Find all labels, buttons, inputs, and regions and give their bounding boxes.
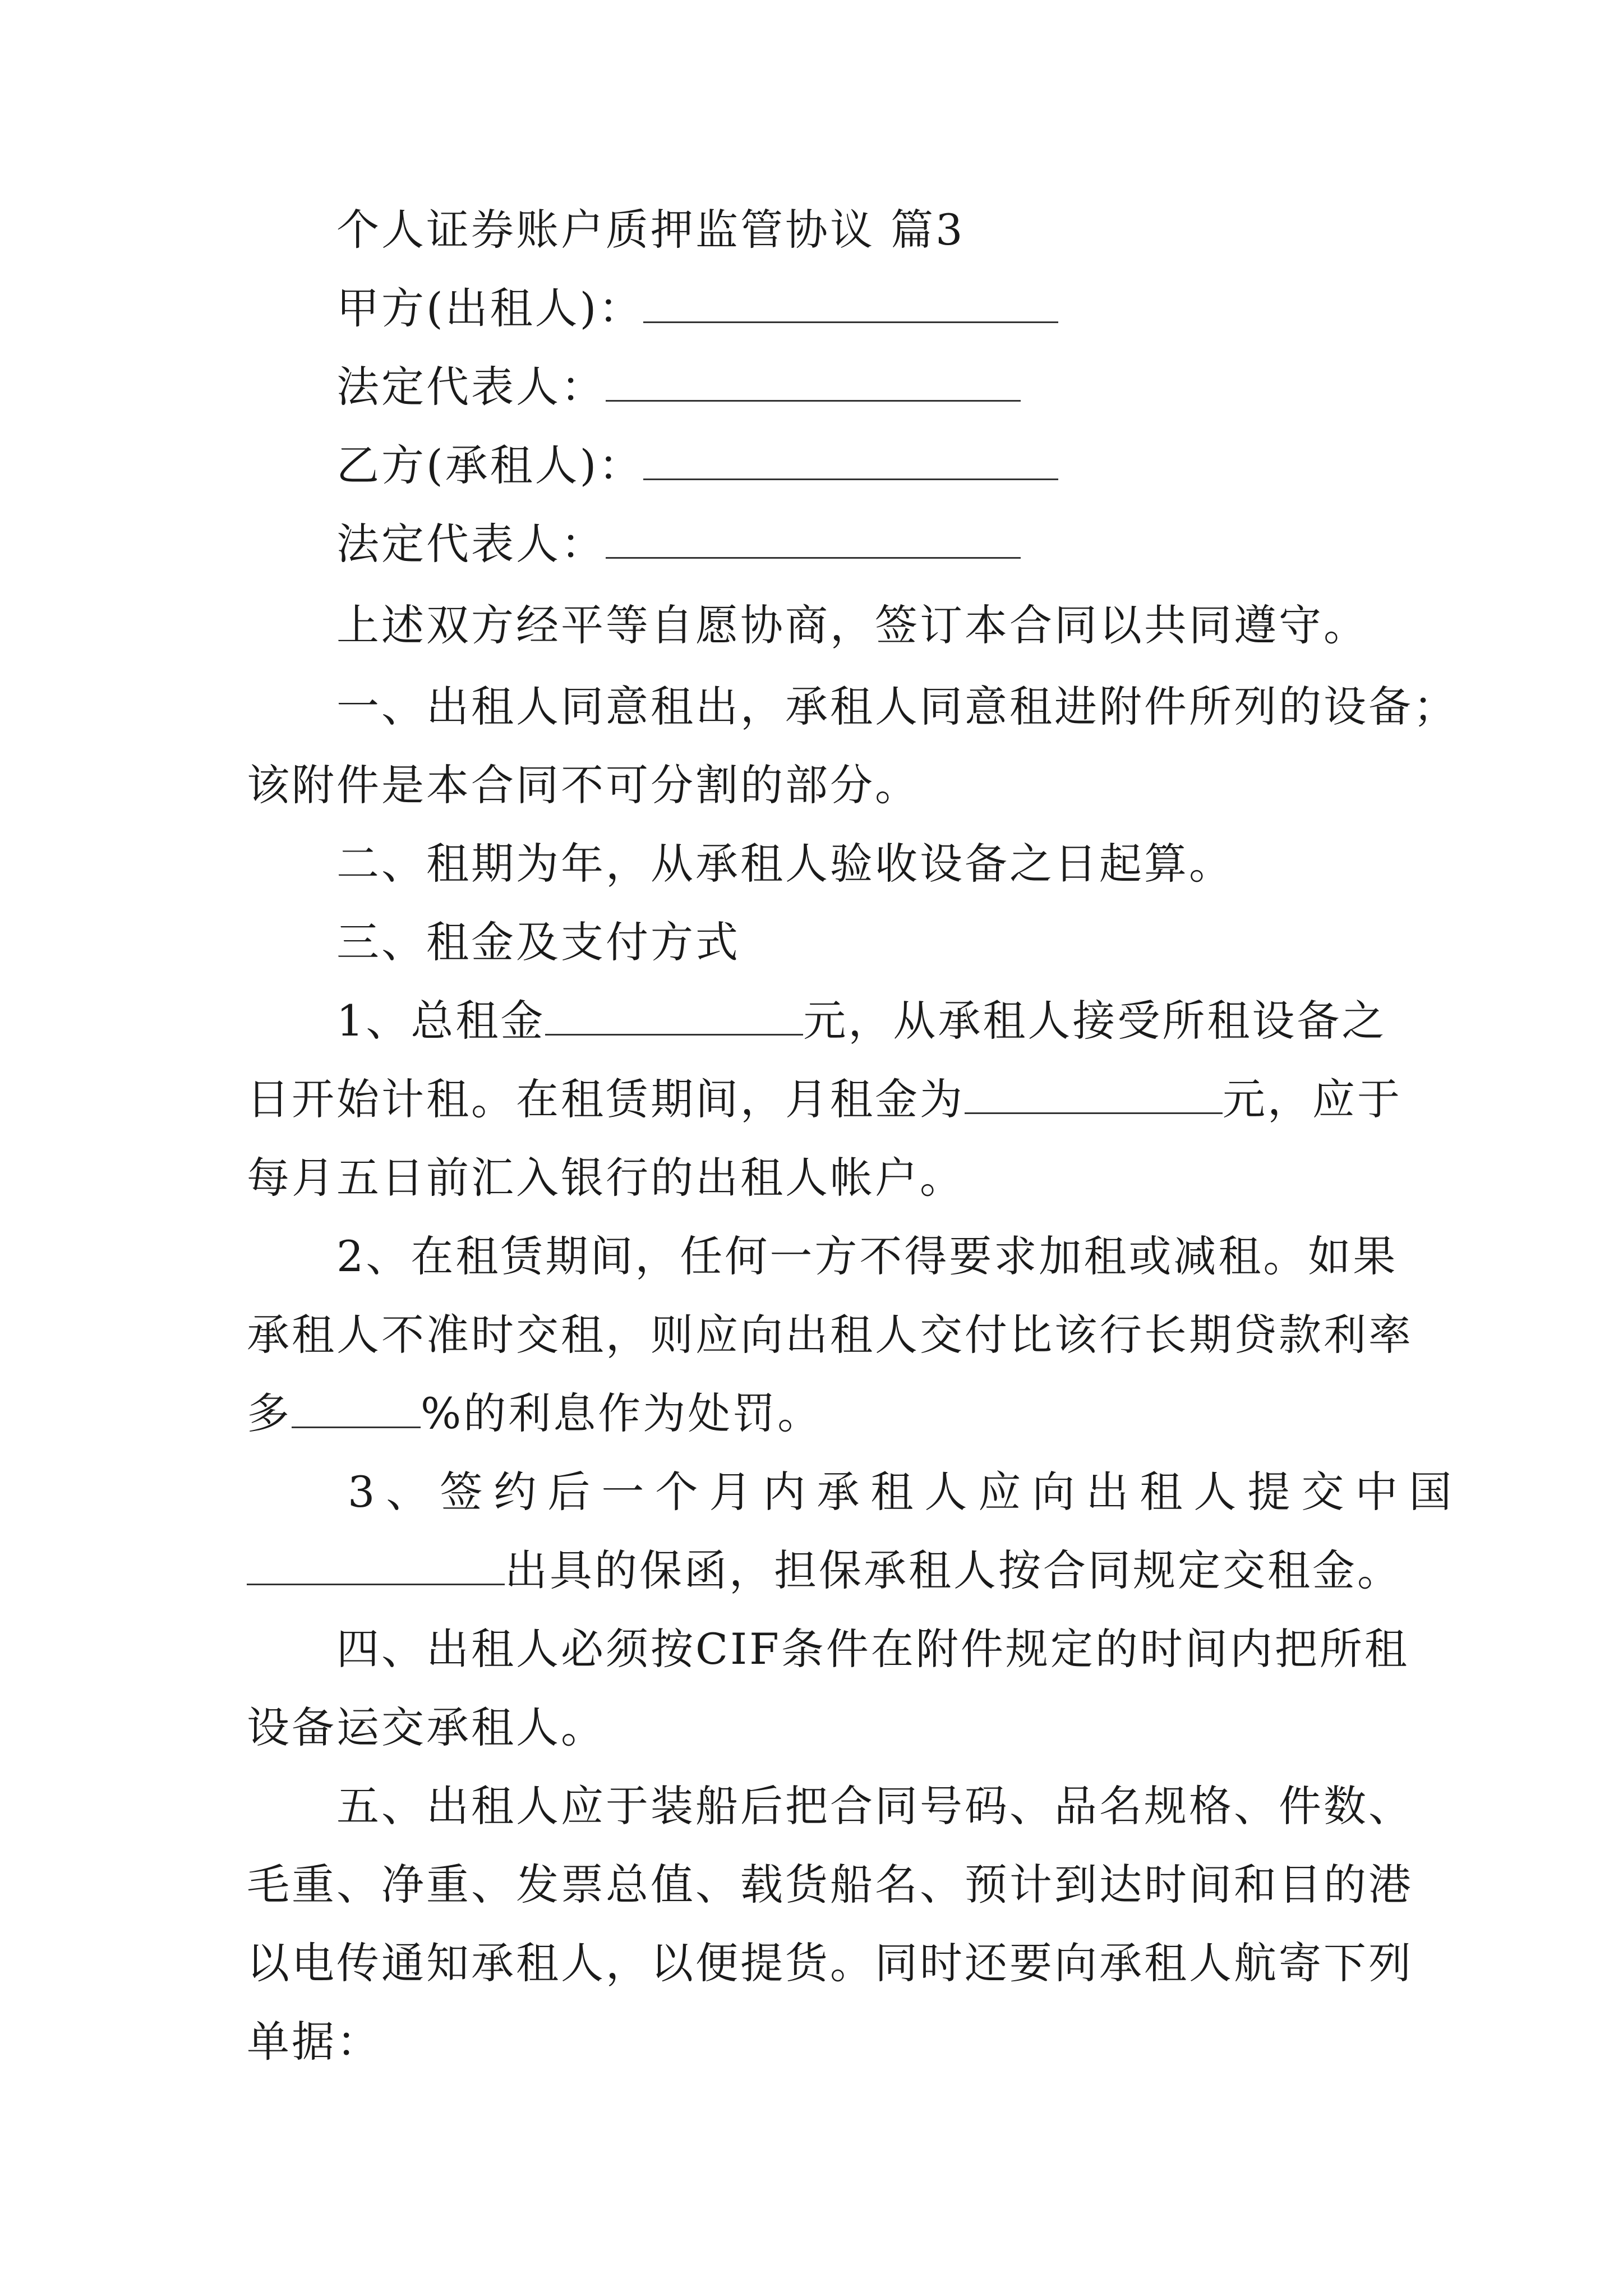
clause-4-line-1: 四、出租人必须按CIF条件在附件规定的时间内把所租 xyxy=(336,1624,1409,1674)
clause-5-line-2: 毛重、净重、发票总值、载货船名、预计到达时间和目的港 xyxy=(247,1860,1413,1910)
clause-3-2-line-3: 多 %的利息作为处罚。 xyxy=(247,1388,823,1438)
party-a-rep-line: 法定代表人： xyxy=(336,359,1021,415)
clause-3-1-line-3: 每月五日前汇入银行的出租人帐户。 xyxy=(247,1153,965,1203)
clause-3-2-line-2: 承租人不准时交租，则应向出租人交付比该行长期贷款利率 xyxy=(247,1310,1413,1360)
clause-1-line-1: 一、出租人同意租出，承租人同意租进附件所列的设备； xyxy=(336,682,1458,731)
party-b-rep-line: 法定代表人： xyxy=(336,516,1021,572)
clause-5-line-4: 单据： xyxy=(247,2017,381,2067)
clause-2: 二、租期为年，从承租人验收设备之日起算。 xyxy=(336,839,1234,889)
penalty-rate-blank xyxy=(292,1387,421,1428)
clause-3-3-line-2: 出具的保函，担保承租人按合同规定交租金。 xyxy=(247,1543,1402,1599)
party-b-blank xyxy=(643,439,1058,480)
clause-3-1-line-1: 1、总租金 元，从承租人接受所租设备之 xyxy=(336,996,1387,1046)
document-title: 个人证券账户质押监管协议 篇3 xyxy=(336,205,965,255)
party-a-rep-blank xyxy=(606,361,1021,402)
total-rent-blank xyxy=(545,995,803,1036)
monthly-rent-blank xyxy=(965,1073,1223,1114)
party-b-rep-blank xyxy=(606,518,1021,559)
clause-1-line-2: 该附件是本合同不可分割的部分。 xyxy=(247,760,920,810)
clause-5-line-1: 五、出租人应于装船后把合同号码、品名规格、件数、 xyxy=(336,1781,1413,1831)
clause-3-1-line-2: 日开始计租。在租赁期间，月租金为 元，应于 xyxy=(247,1074,1402,1124)
guarantee-bank-blank xyxy=(247,1544,505,1585)
clause-4-line-2: 设备运交承租人。 xyxy=(247,1703,606,1752)
clause-3-2-line-1: 2、在租赁期间，任何一方不得要求加租或减租。如果 xyxy=(336,1231,1398,1281)
party-a-line: 甲方(出租人)： xyxy=(336,280,1058,337)
party-b-line: 乙方(承租人)： xyxy=(336,438,1058,494)
party-a-blank xyxy=(643,282,1058,323)
intro-paragraph: 上述双方经平等自愿协商，签订本合同以共同遵守。 xyxy=(336,600,1368,650)
clause-3-3-line-1: 3、签约后一个月内承租人应向出租人提交中国 xyxy=(348,1467,1463,1517)
clause-3-heading: 三、租金及支付方式 xyxy=(336,917,740,967)
clause-5-line-3: 以电传通知承租人，以便提货。同时还要向承租人航寄下列 xyxy=(247,1938,1413,1988)
